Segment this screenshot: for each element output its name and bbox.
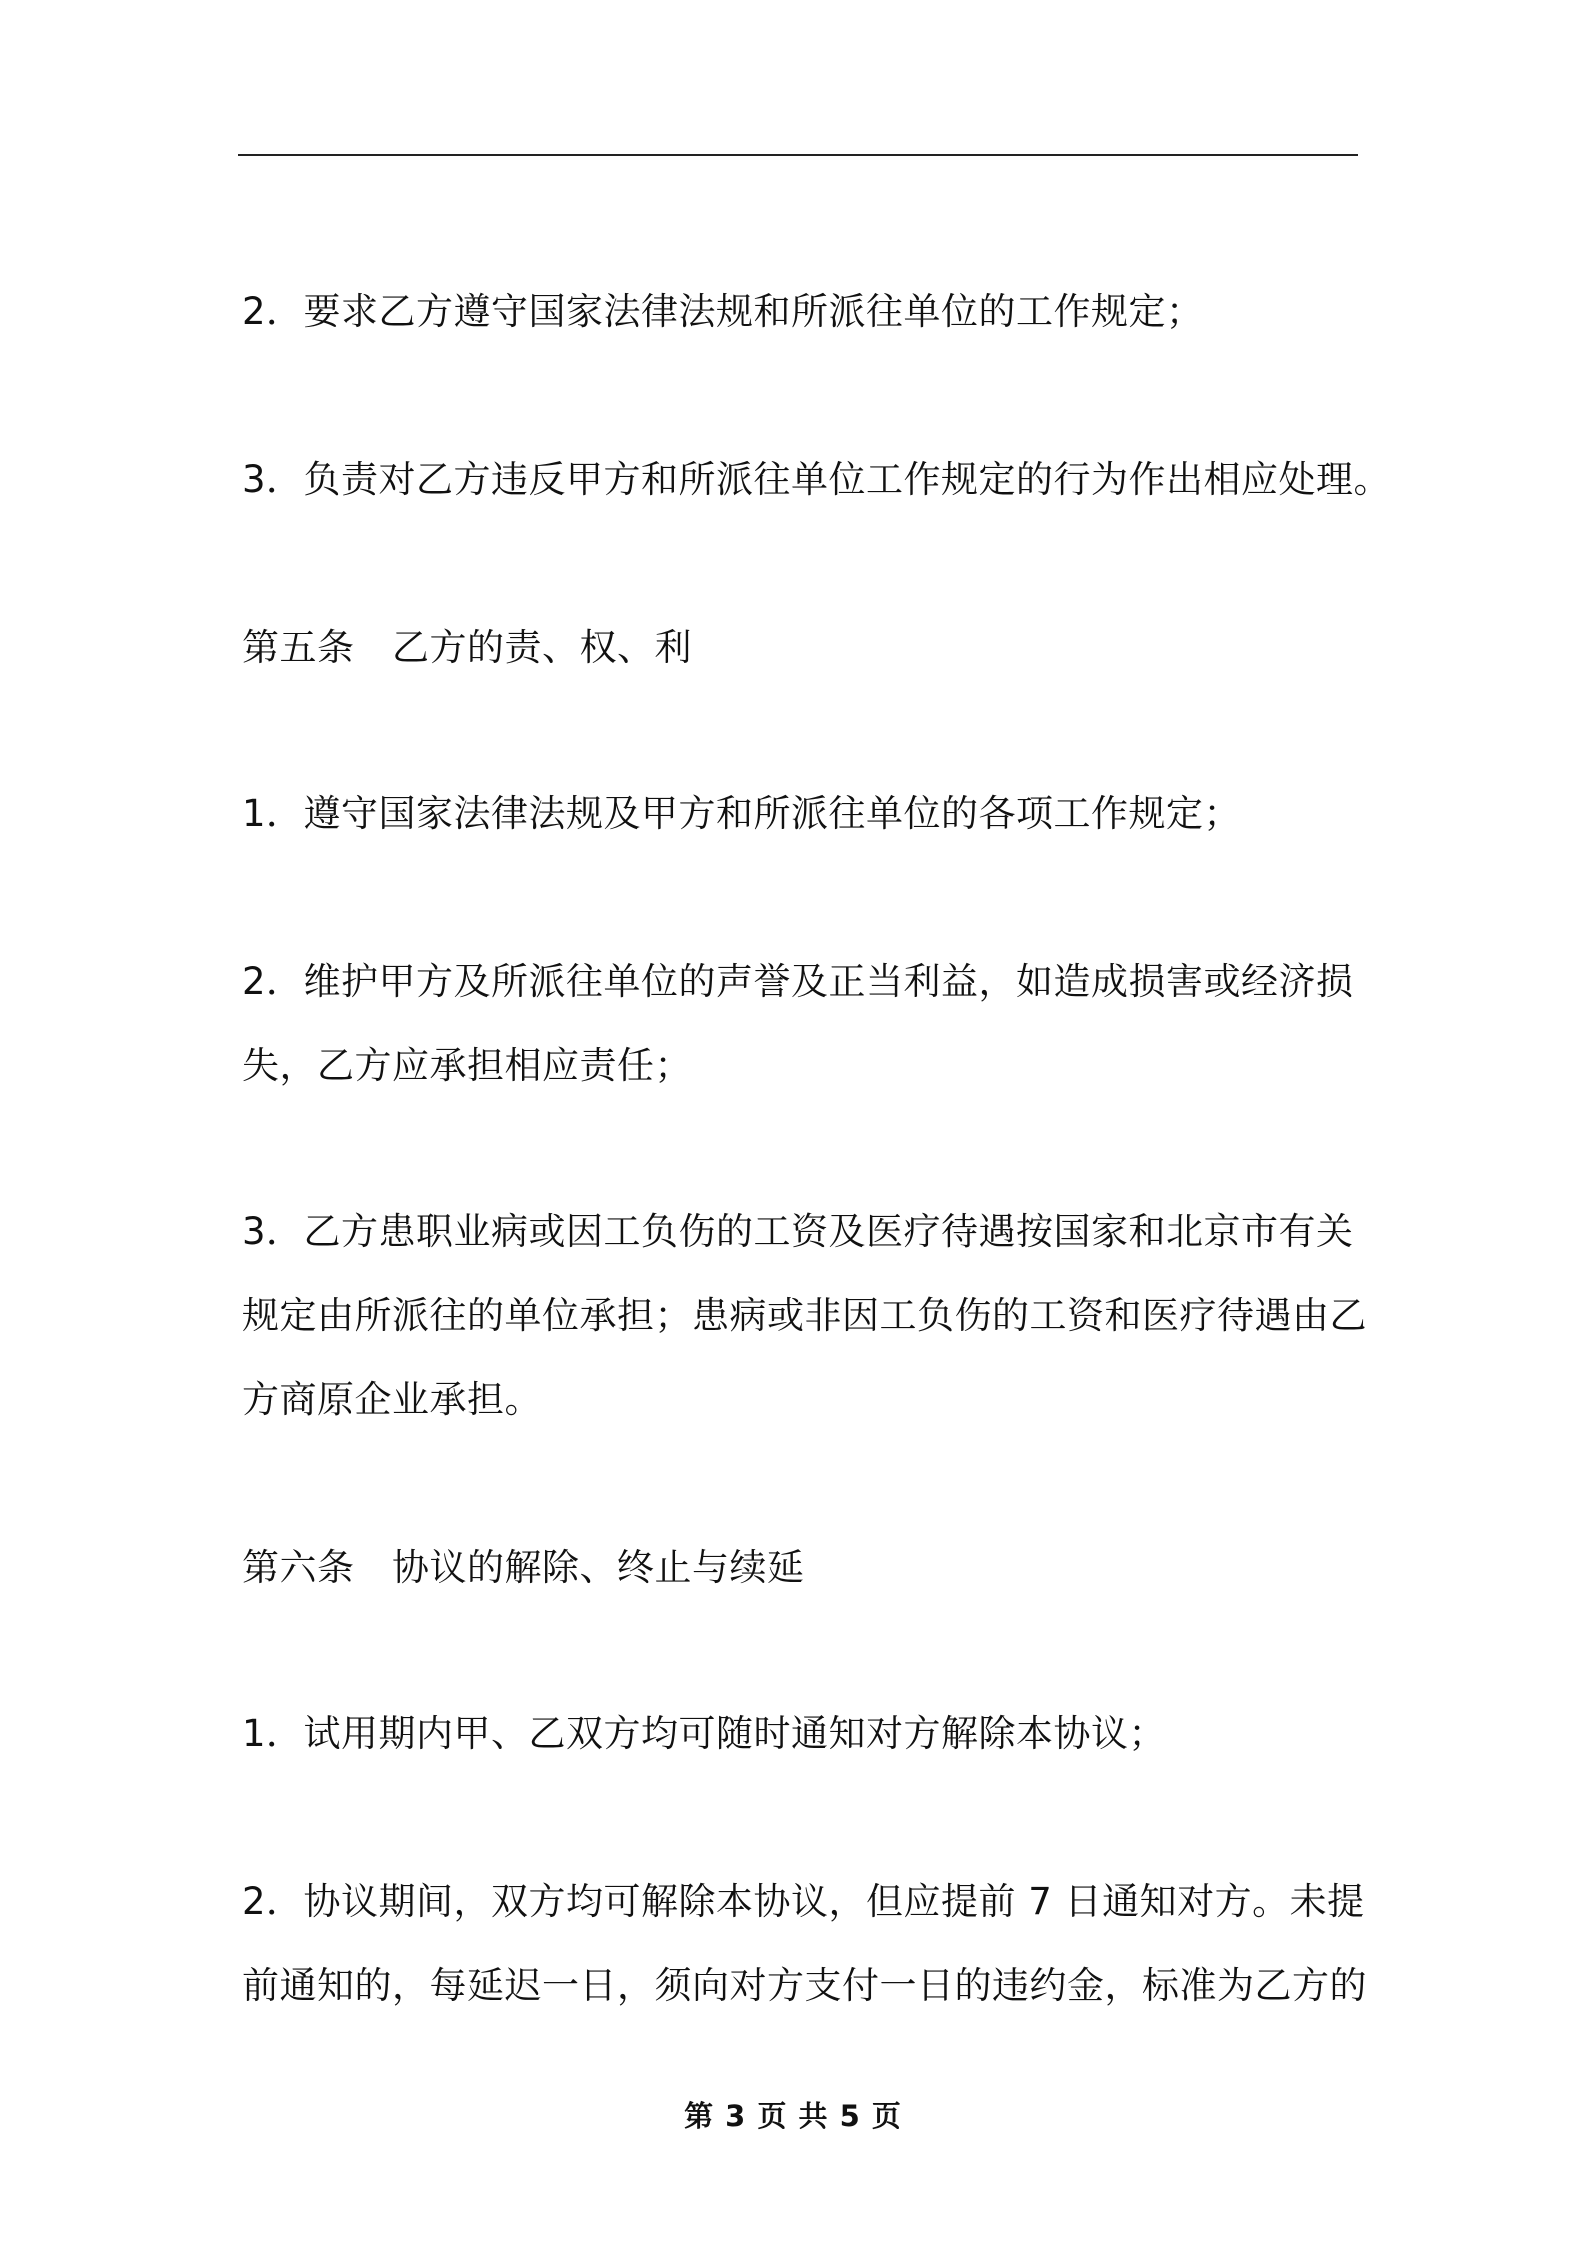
clause-5-item-3-line-3: 方商原企业承担。: [242, 1378, 542, 1421]
clause-6-item-2-line-2: 前通知的，每延迟一日，须向对方支付一日的违约金，标准为乙方的: [242, 1964, 1367, 2007]
clause-6-item-1: 1．试用期内甲、乙双方均可随时通知对方解除本协议；: [242, 1712, 1167, 1755]
clause-4-item-2: 2．要求乙方遵守国家法律法规和所派往单位的工作规定；: [242, 290, 1204, 333]
header-rule: [238, 154, 1358, 156]
clause-5-item-1: 1．遵守国家法律法规及甲方和所派往单位的各项工作规定；: [242, 792, 1242, 835]
clause-5-item-2-line-2: 失，乙方应承担相应责任；: [242, 1044, 692, 1087]
clause-6-item-2-line-1: 2．协议期间，双方均可解除本协议，但应提前 7 日通知对方。未提: [242, 1880, 1365, 1923]
clause-4-item-3: 3．负责对乙方违反甲方和所派往单位工作规定的行为作出相应处理。: [242, 458, 1392, 501]
clause-5-item-2-line-1: 2．维护甲方及所派往单位的声誉及正当利益，如造成损害或经济损: [242, 960, 1354, 1003]
clause-6-heading: 第六条 协议的解除、终止与续延: [242, 1546, 805, 1589]
clause-5-item-3-line-1: 3．乙方患职业病或因工负伤的工资及医疗待遇按国家和北京市有关: [242, 1210, 1354, 1253]
page-number-footer: 第 3 页 共 5 页: [684, 2099, 902, 2133]
clause-5-heading: 第五条 乙方的责、权、利: [242, 626, 692, 669]
clause-5-item-3-line-2: 规定由所派往的单位承担；患病或非因工负伤的工资和医疗待遇由乙: [242, 1294, 1367, 1337]
